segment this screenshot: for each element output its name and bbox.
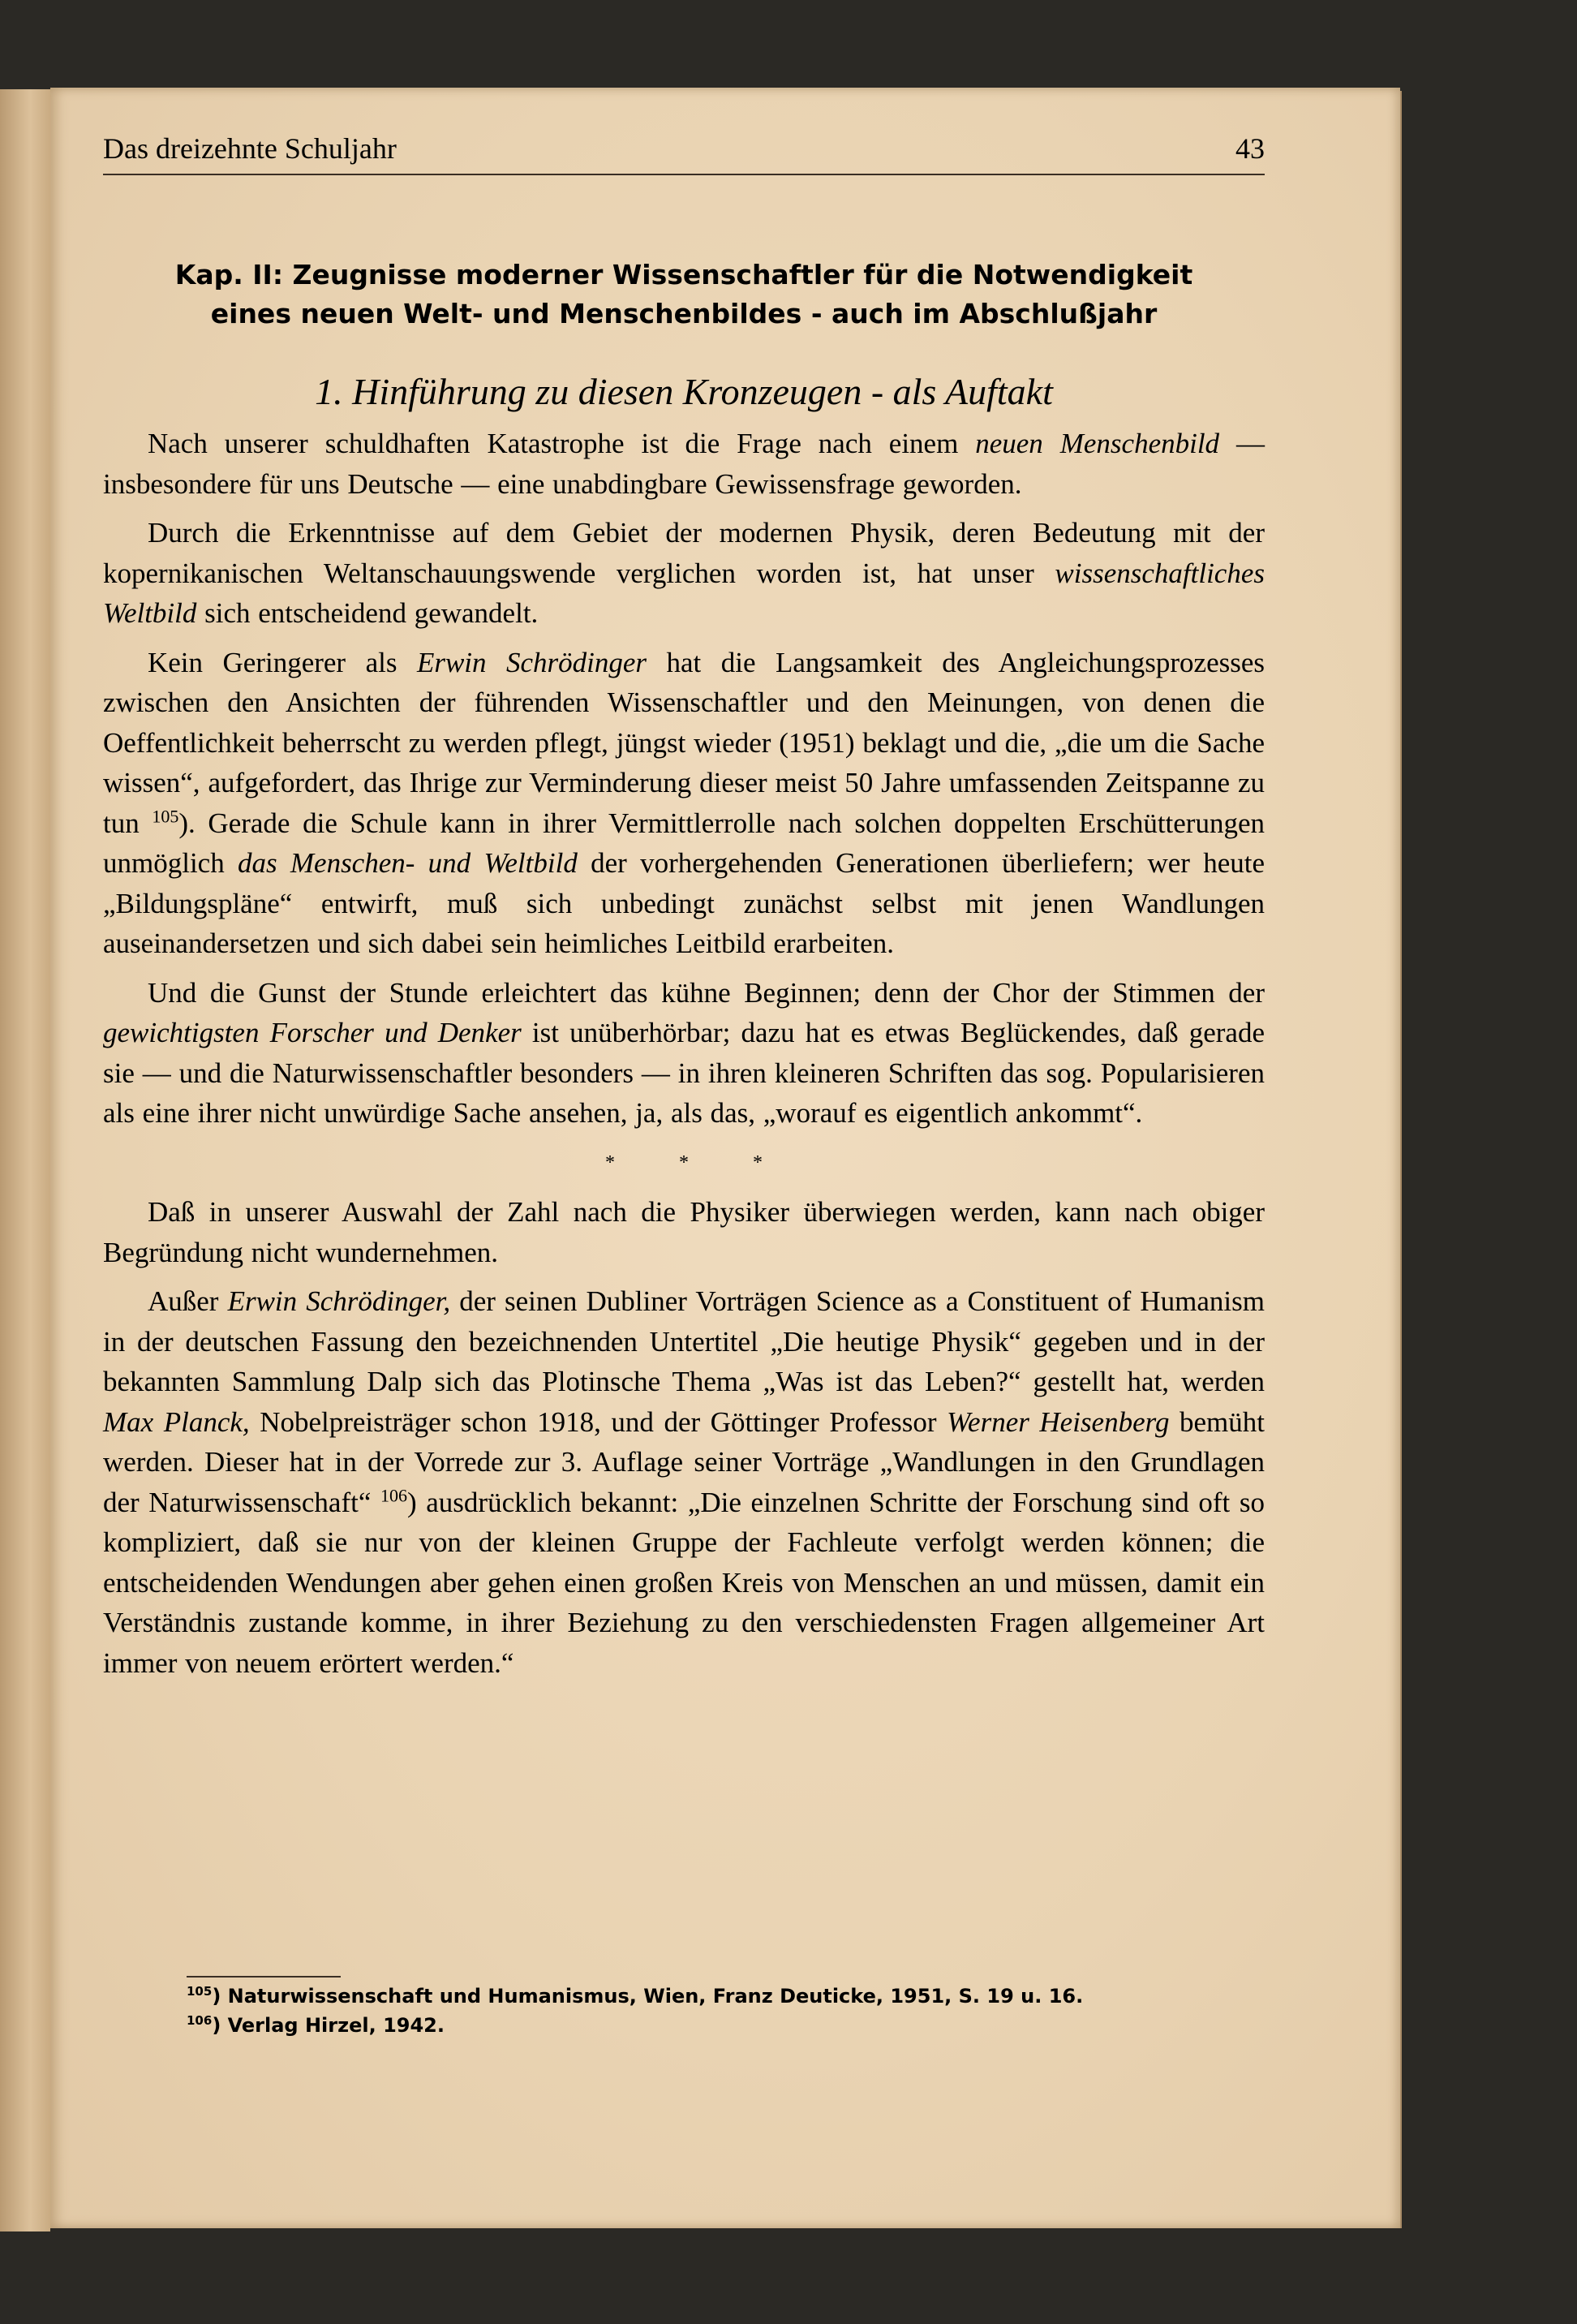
footnote-106: $^{106}$) Verlag Hirzel, 1942. bbox=[187, 2013, 445, 2037]
paragraph-2: Durch die Erkenntnisse auf dem Gebiet der modernen Physik, deren Bedeutung mit der kopernikanischen Weltanschauungswende verglichen worden ist, hat unser wissenschaftliches Weltbild sich entscheidend gewandelt. bbox=[103, 517, 1265, 629]
paragraph-5: Daß in unserer Auswahl der Zahl nach die Physiker überwiegen werden, kann nach obiger Begründung nicht wundernehmen. bbox=[103, 1196, 1265, 1268]
paragraph-6: Außer Erwin Schrödinger, der seinen Dubliner Vorträgen Science as a Constituent of Humanism in der deutschen Fassung den bezeichnenden Untertitel „Die heutige Physik“ gegeben und in der bekannten Sammlung Dalp sich das Plotinsche Thema „Was ist das Leben?“ gestellt hat, werden Max Planck, Nobelpreisträger schon 1918, und der Göttinger Professor Werner Heisenberg bemüht werden. Dieser hat in der Vorrede zur 3. Auflage seiner Vorträge „Wandlungen in den Grundlagen der Naturwissenschaft“ $^{106}$) ausdrücklich bekannt: „Die einzelnen Schritte der Forschung sind oft so kompliziert, daß sie nur von der kleinen Gruppe der Fachleute verfolgt werden können; die entscheidenden Wendungen aber gehen einen großen Kreis von Menschen an und müssen, damit ein Verständnis zustande komme, in ihrer Beziehung zu den verschiedensten Fragen allgemeiner Art immer von neuem erörtert werden.“ bbox=[103, 1285, 1265, 1679]
chapter-heading bbox=[103, 256, 1265, 334]
running-head-title: Das dreizehnte Schuljahr bbox=[103, 132, 397, 165]
header-rule bbox=[103, 174, 1265, 175]
footnote-ref-105: 105 bbox=[152, 805, 179, 826]
paragraph-4: Und die Gunst der Stunde erleichtert das kühne Beginnen; denn der Chor der Stimmen der gewichtigsten Forscher und Denker ist unüberhörbar; dazu hat es etwas Beglückendes, daß gerade sie — und die Naturwissenschaftler besonders — in ihren kleineren Schriften das sog. Popularisieren als eine ihrer nicht unwürdige Sache ansehen, ja, als das, „worauf es eigentlich ankommt“. bbox=[103, 976, 1265, 1129]
section-title: 1. Hinführung zu diesen Kronzeugen - als Auftakt bbox=[315, 371, 1053, 412]
chapter-heading-line-2: eines neuen Welt- und Menschenbildes - auch im Abschlußjahr bbox=[210, 298, 1158, 329]
paragraph-3: Kein Geringerer als Erwin Schrödinger hat die Langsamkeit des Angleichungsprozesses zwischen den Ansichten der führenden Wissenschaftler und den Meinungen, von denen die Oeffentlichkeit beherrscht zu werden pflegt, jüngst wieder (1951) beklagt und die, „die um die Sache wissen“, aufgefordert, das Ihrige zur Verminderung dieser meist 50 Jahre umfassenden Zeitspanne zu tun $^{105}$). Gerade die Schule kann in ihrer Vermittlerrolle nach solchen doppelten Erschütterungen unmöglich das Menschen- und Weltbild der vorhergehenden Generationen überliefern; wer heute „Bildungspläne“ entwirft, muß sich unbedingt zunächst selbst mit jenen Wandlungen auseinandersetzen und sich dabei sein heimliches Leitbild erarbeiten. bbox=[103, 646, 1265, 959]
chapter-heading-line-1: Kap. II: Zeugnisse moderner Wissenschaftler für die Notwendigkeit bbox=[174, 259, 1193, 290]
footnote-105: $^{105}$) Naturwissenschaft und Humanismus, Wien, Franz Deuticke, 1951, S. 19 u. 16. bbox=[187, 1984, 1084, 2008]
left-page-edge bbox=[0, 89, 50, 2231]
footnote-ref-106: 106 bbox=[380, 1484, 407, 1505]
footnote-rule bbox=[187, 1976, 341, 1978]
paragraph-1: Nach unserer schuldhaften Katastrophe ist die Frage nach einem neuen Menschenbild — insbesondere für uns Deutsche — eine unabdingbare Gewissensfrage geworden. bbox=[103, 428, 1265, 500]
running-head bbox=[103, 131, 1265, 166]
footnotes bbox=[187, 1982, 1241, 2040]
body-text bbox=[103, 424, 1265, 1683]
section-separator: * * * bbox=[605, 1151, 792, 1173]
page-number: 43 bbox=[1235, 132, 1265, 165]
